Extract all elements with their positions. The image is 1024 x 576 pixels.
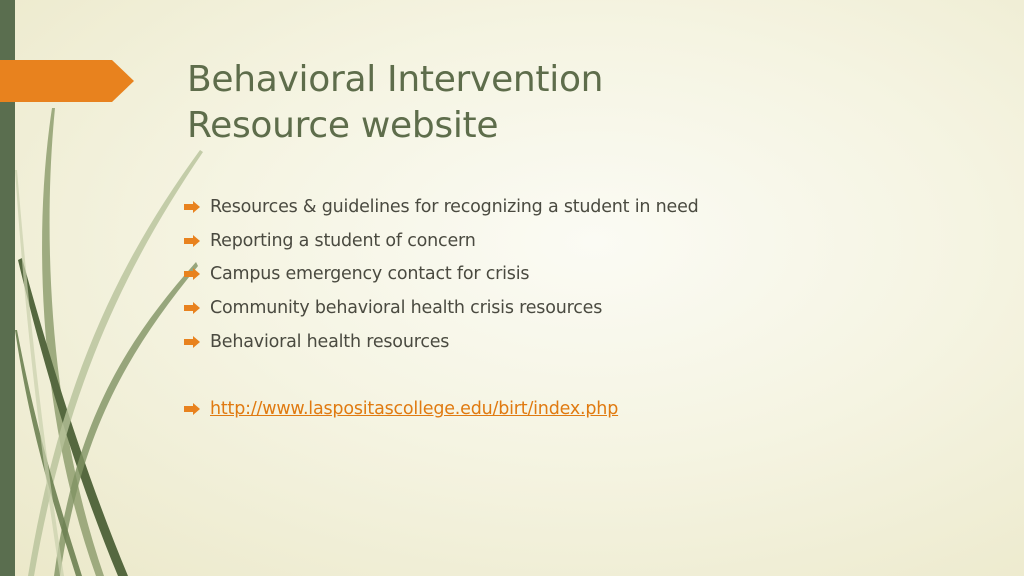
pencil-arrow-icon <box>184 403 200 415</box>
bullet-list <box>184 190 699 426</box>
list-item <box>184 291 699 325</box>
bullet-text: Campus emergency contact for crisis <box>210 264 530 285</box>
birt-website-link[interactable]: http://www.laspositascollege.edu/birt/index.php <box>210 399 619 420</box>
list-item <box>184 325 699 359</box>
list-item <box>184 257 699 291</box>
bullet-text: Community behavioral health crisis resources <box>210 297 603 318</box>
bullet-text: Reporting a student of concern <box>210 230 476 251</box>
list-item <box>184 224 699 258</box>
bullet-text: Resources & guidelines for recognizing a student in need <box>210 196 699 217</box>
pencil-arrow-icon <box>184 235 200 247</box>
pencil-arrow-icon <box>184 302 200 314</box>
pencil-arrow-icon <box>184 201 200 213</box>
list-item <box>184 190 699 224</box>
list-item-link <box>184 392 699 426</box>
bullet-text: Behavioral health resources <box>210 331 450 352</box>
slide-title <box>187 57 887 149</box>
pencil-arrow-icon <box>184 336 200 348</box>
pencil-arrow-icon <box>184 268 200 280</box>
title-line-2: Resource website <box>187 105 499 146</box>
orange-arrow-icon <box>0 60 134 102</box>
title-line-1: Behavioral Intervention <box>187 59 604 100</box>
